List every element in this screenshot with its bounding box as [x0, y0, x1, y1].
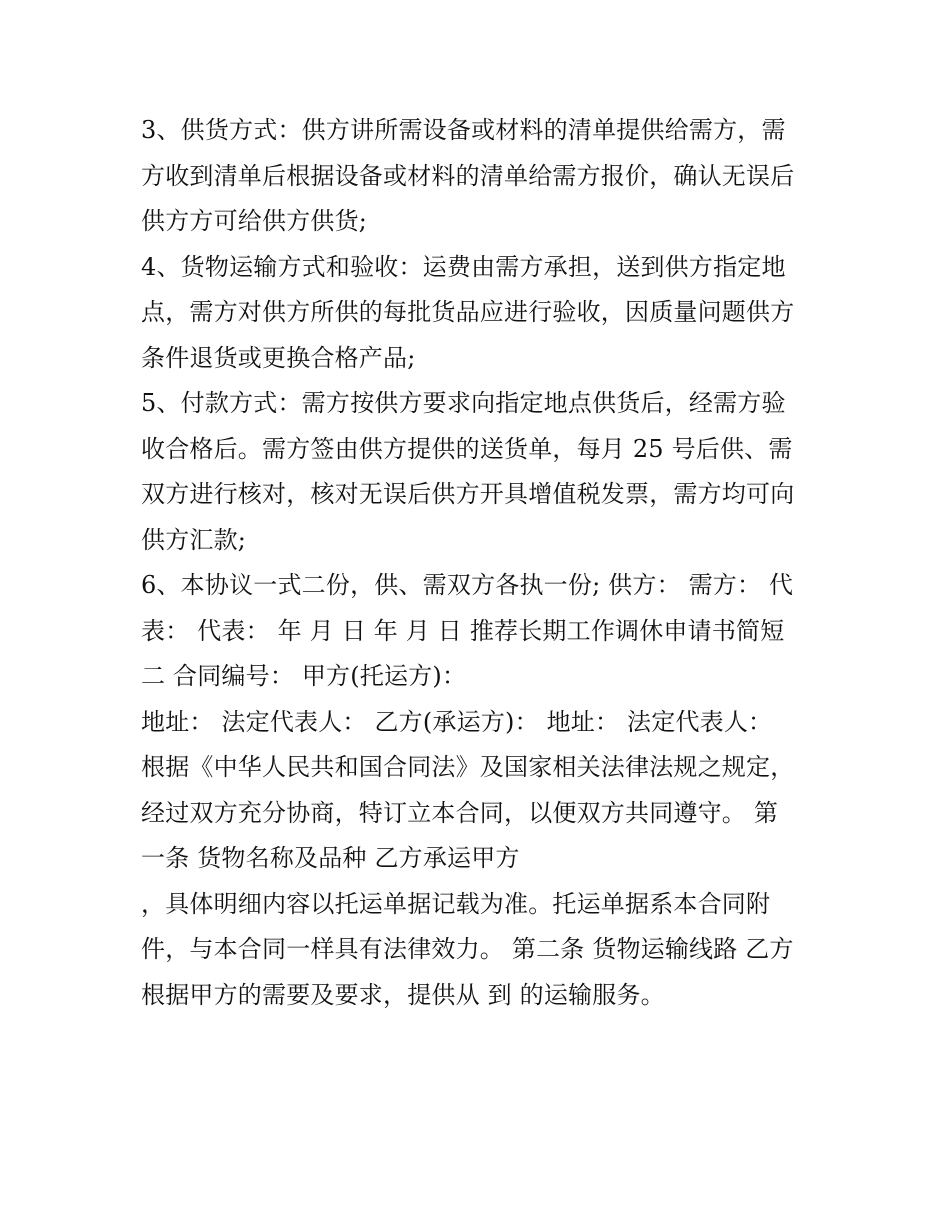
- text-line: 收合格后。需方签由供方提供的送货单，每月 25 号后供、需: [141, 434, 793, 463]
- text-line: 条件退货或更换合格产品;: [141, 343, 416, 372]
- text-line: 4、货物运输方式和验收：运费由需方承担，送到供方指定地: [141, 252, 786, 281]
- text-line: 根据甲方的需要及要求，提供从 到 的运输服务。: [141, 980, 665, 1009]
- text-line: ，具体明细内容以托运单据记载为准。托运单据系本合同附: [141, 889, 771, 918]
- text-line: 二 合同编号： 甲方(托运方)：: [141, 662, 467, 690]
- text-line: 地址： 法定代表人： 乙方(承运方)： 地址： 法定代表人：: [141, 707, 773, 736]
- text-line: 点，需方对供方所供的每批货品应进行验收，因质量问题供方: [141, 298, 795, 326]
- text-line: 根据《中华人民共和国合同法》及国家相关法律法规之规定，: [141, 753, 795, 781]
- text-line: 供方汇款;: [141, 525, 247, 554]
- text-line: 3、供货方式：供方讲所需设备或材料的清单提供给需方，需: [141, 116, 786, 144]
- text-line: 方收到清单后根据设备或材料的清单给需方报价，确认无误后: [141, 161, 795, 190]
- text-line: 5、付款方式：需方按供方要求向指定地点供货后，经需方验: [141, 389, 786, 417]
- text-line: 双方进行核对，核对无误后供方开具增值税发票，需方均可向: [141, 480, 795, 508]
- text-line: 供方方可给供方供货;: [141, 207, 368, 235]
- text-line: 一条 货物名称及品种 乙方承运甲方: [141, 844, 520, 872]
- text-line: 表： 代表： 年 月 日 年 月 日 推荐长期工作调休申请书简短: [141, 616, 785, 645]
- text-line: 6、本协议一式二份，供、需双方各执一份; 供方： 需方： 代: [141, 571, 794, 599]
- text-line: 件，与本合同一样具有法律效力。 第二条 货物运输线路 乙方: [141, 935, 794, 963]
- text-line: 经过双方充分协商，特订立本合同，以便双方共同遵守。 第: [141, 798, 779, 827]
- document-body: [141, 108, 821, 1018]
